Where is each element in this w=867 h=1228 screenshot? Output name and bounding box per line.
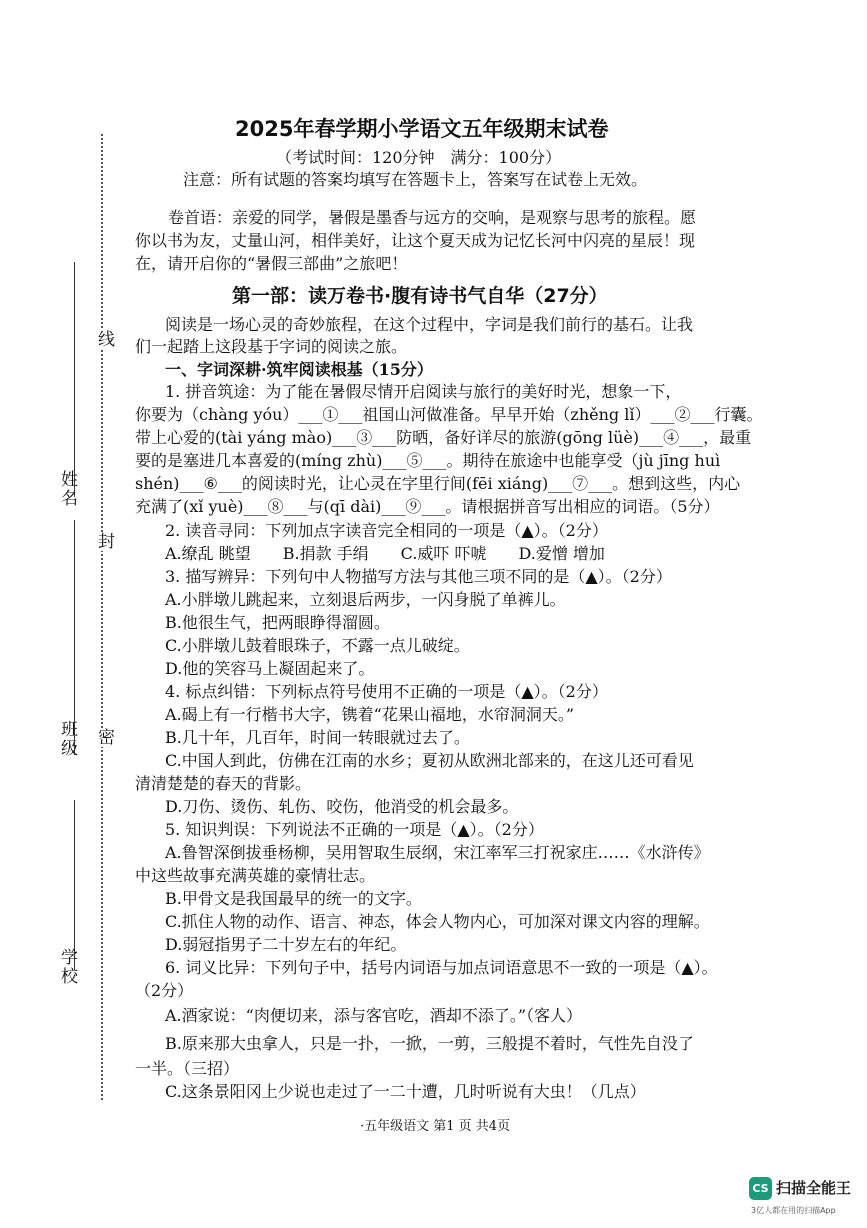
- school-field[interactable]: [74, 800, 75, 970]
- q5-option-d: D.弱冠指男子二十岁左右的年纪。: [165, 935, 407, 954]
- exam-title: 2025年春学期小学语文五年级期末试卷: [235, 117, 609, 141]
- q1-line-5: shén)___⑥___的阅读时光，让心灵在字里行间(fēi xiáng)___⑦___。想到这些，内心: [135, 474, 741, 493]
- q4-option-c: C.中国人到此，仿佛在江南的水乡；夏初从欧洲北部来的，在这儿还可看见: [165, 751, 694, 770]
- q5-option-a-cont: 中这些故事充满英雄的豪情壮志。: [135, 866, 376, 885]
- q2-stem: 2. 读音寻同：下列加点字读音完全相同的一项是（▲）。（2分）: [165, 521, 608, 540]
- q6-stem-1: 6. 词义比异：下列句子中，括号内词语与加点词语意思不一致的一项是（▲）。: [165, 958, 718, 977]
- q4-option-a: A.碣上有一行楷书大字，镌着“花果山福地，水帘洞洞天。”: [165, 705, 575, 724]
- q5-option-b: B.甲骨文是我国最早的统一的文字。: [165, 889, 422, 908]
- q3-option-a: A.小胖墩儿跳起来，立刻退后两步，一闪身脱了单裤儿。: [165, 590, 566, 609]
- q3-option-c: C.小胖墩儿鼓着眼珠子，不露一点儿破绽。: [165, 636, 470, 655]
- q6-option-b: B.原来那大虫拿人，只是一扑，一掀，一剪，三般提不着时，气性先自没了: [165, 1034, 694, 1053]
- q1-line-4: 要的是塞进几本喜爱的(míng zhù)___⑤___。期待在旅途中也能享受（jù jīng huì: [135, 451, 721, 470]
- q6-option-a: A.酒家说：“肉便切来，添与客官吃，酒却不添了。”（客人）: [165, 1006, 583, 1025]
- binding-mark-line: 线: [92, 330, 117, 349]
- binding-mark-dense: 密: [92, 728, 117, 747]
- section1-title: 一、字词深耕·筑牢阅读根基（15分）: [165, 360, 433, 379]
- name-label: 姓名: [57, 470, 77, 508]
- q4-option-c-cont: 清清楚楚的春天的背影。: [135, 774, 312, 793]
- intro-line-2: 你以书为友，丈量山河，相伴美好，让这个夏天成为记忆长河中闪亮的星辰！现: [135, 231, 696, 250]
- q5-option-c: C.抓住人物的动作、语言、神态，体会人物内心，可加深对课文内容的理解。: [165, 912, 710, 931]
- intro-line-3: 在，请开启你的“暑假三部曲”之旅吧！: [135, 254, 408, 273]
- q3-option-b: B.他很生气，把两眼睁得溜圆。: [165, 613, 390, 632]
- scanner-watermark: [749, 1177, 859, 1222]
- q6-stem-2: （2分）: [135, 981, 194, 1000]
- q1-line-3: 带上心爱的(tài yáng mào)___③___防晒，备好详尽的旅游(gōng lüè)___④___，最重: [135, 428, 752, 447]
- watermark-tagline: 3亿人都在用的扫描App: [751, 1206, 836, 1215]
- q4-option-d: D.刀伤、烫伤、轧伤、咬伤，他消受的机会最多。: [165, 797, 519, 816]
- q1-line-2: 你要为（chàng yóu）___①___祖国山河做准备。早早开始（zhěng lǐ）___②___行囊。: [135, 405, 763, 424]
- q5-stem: 5. 知识判误：下列说法不正确的一项是（▲）。（2分）: [165, 820, 544, 839]
- q3-option-d: D.他的笑容马上凝固起来了。: [165, 659, 375, 678]
- q4-stem: 4. 标点纠错：下列标点符号使用不正确的一项是（▲）。（2分）: [165, 682, 608, 701]
- camscanner-logo-icon: CS: [749, 1177, 772, 1200]
- q5-option-a: A.鲁智深倒拔垂杨柳，吴用智取生辰纲，宋江率军三打祝家庄……《水浒传》: [165, 843, 710, 862]
- exam-subtitle: （考试时间：120分钟 满分：100分）: [276, 148, 562, 167]
- exam-notice: 注意：所有试题的答案均填写在答题卡上，答案写在试卷上无效。: [183, 170, 648, 189]
- part1-lead-1: 阅读是一场心灵的奇妙旅程，在这个过程中，字词是我们前行的基石。让我: [165, 315, 694, 334]
- binding-mark-seal: 封: [92, 532, 117, 551]
- q3-stem: 3. 描写辨异：下列句中人物描写方法与其他三项不同的是（▲）。（2分）: [165, 567, 672, 586]
- part1-title: 第一部：读万卷书·腹有诗书气自华（27分）: [232, 285, 608, 307]
- q6-option-b-cont: 一半。（三招）: [135, 1059, 240, 1078]
- q1-line-6: 充满了(xǐ yuè)___⑧___与(qī dài)___⑨___。请根据拼音写出相应的词语。（5分）: [135, 497, 720, 516]
- class-label: 班级: [57, 720, 77, 758]
- q2-options: A.缭乱 眺望 B.捐款 手绢 C.威吓 吓唬 D.爱憎 增加: [165, 544, 605, 563]
- binding-dotted-line: [101, 134, 103, 1100]
- q6-option-c: C.这条景阳冈上少说也走过了一二十遭，几时听说有大虫！（几点）: [165, 1082, 646, 1101]
- name-field[interactable]: [74, 262, 75, 497]
- part1-lead-2: 们一起踏上这段基于字词的阅读之旅。: [135, 337, 408, 356]
- intro-line-1: 卷首语：亲爱的同学，暑假是墨香与远方的交响，是观察与思考的旅程。愿: [168, 208, 697, 227]
- school-label: 学校: [57, 948, 77, 986]
- q4-option-b: B.几十年，几百年，时间一转眼就过去了。: [165, 728, 470, 747]
- page-footer: ·五年级语文 第1 页 共4页: [360, 1119, 511, 1134]
- watermark-name: 扫描全能王: [776, 1179, 852, 1197]
- q1-line-1: 1. 拼音筑途：为了能在暑假尽情开启阅读与旅行的美好时光，想象一下，: [165, 382, 682, 401]
- class-field[interactable]: [74, 520, 75, 755]
